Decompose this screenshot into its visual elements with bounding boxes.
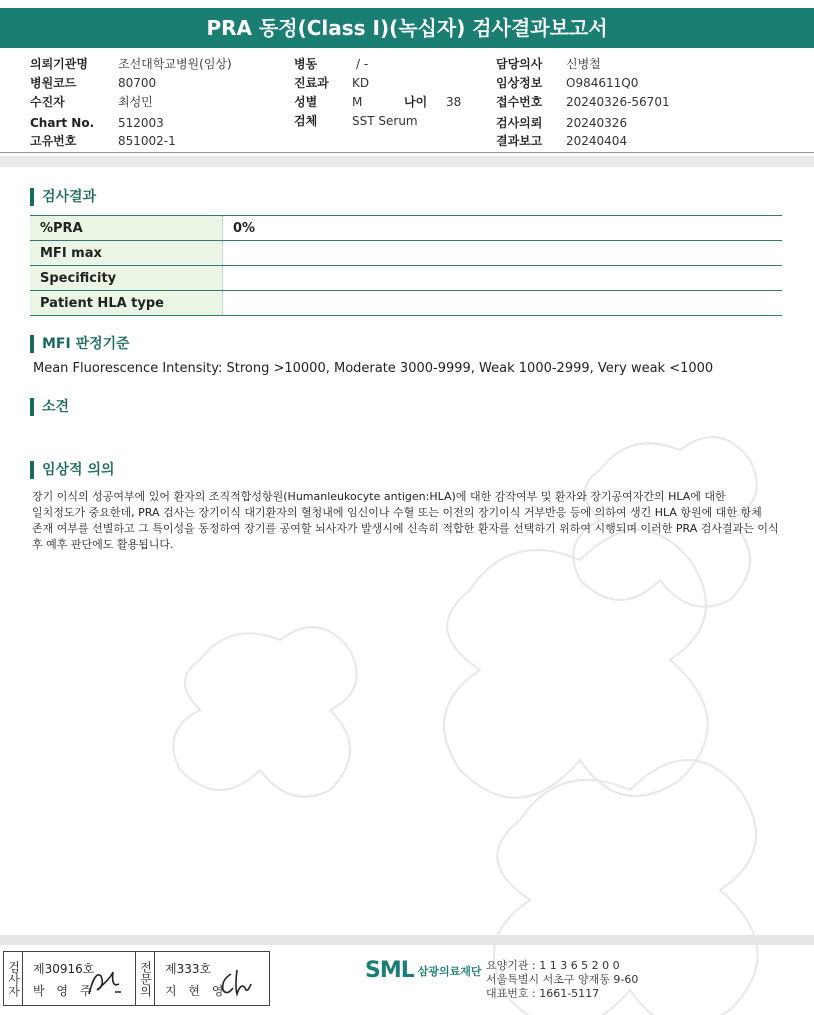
table-row (30, 291, 782, 316)
recipient-label: 수진자 (30, 95, 65, 109)
sex-value: M (352, 95, 363, 109)
department-label: 진료과 (294, 76, 329, 90)
clinical-significance-text: 장기 이식의 성공여부에 있어 환자의 조직적합성항원(Humanleukocyte antigen:HLA)에 대한 감작여부 및 환자와 장기공여자간의 HLA에 대한 일치정도가 중요한데, PRA 검사는 장기이식 대기환자의 혈청내에 임신이나 수혈 또는 이전의 장기이식 거부반응 등에 의하여 생긴 HLA 항원에 대한 항체 존재 여부를 선별하고 그 특이성을 동정하여 장기를 공여할 뇌사자가 발생시에 신속히 적합한 환자를 선택하기 위하여 시행되며 이러한 PRA 검사결과는 이식 후 예후 판단에도 활용됩니다. (32, 490, 779, 551)
age-value: 38 (446, 95, 462, 109)
institution-value: 조선대학교병원(임상) (118, 57, 232, 71)
doctor-label: 담당의사 (496, 57, 543, 71)
clinical-info-label: 임상정보 (496, 76, 543, 90)
report-date-label: 결과보고 (496, 134, 543, 148)
specimen-label: 검체 (294, 114, 318, 128)
address-line: 서울특별시 서초구 양재동 9-60 (486, 973, 639, 986)
receipt-no-label: 접수번호 (496, 95, 543, 109)
result-value (223, 241, 783, 266)
specialist-name: 지 현 영 (165, 984, 228, 998)
doctor-value: 신병철 (566, 57, 601, 71)
clinical-info-value: O984611Q0 (566, 76, 639, 90)
report-title: PRA 동정(Class I)(녹십자) 검사결과보고서 (0, 8, 814, 48)
tester-name: 박 영 주 (33, 984, 96, 998)
specialist-cell (155, 952, 267, 1005)
result-label: Specificity (30, 266, 223, 291)
patient-info (0, 55, 814, 155)
specialist-license: 제333호 (165, 962, 212, 976)
section-results: 검사결과 (30, 188, 96, 206)
result-value (223, 291, 783, 316)
ward-label: 병동 (294, 57, 318, 71)
company-name: 삼광의료재단 (417, 964, 482, 978)
ward-value: / - (356, 57, 369, 71)
specimen-value: SST Serum (352, 114, 418, 128)
section-findings: 소견 (30, 398, 69, 416)
tester-cell (23, 952, 136, 1005)
logo-mark: SML (365, 958, 414, 983)
request-date-value: 20240326 (566, 116, 628, 130)
receipt-no-value: 20240326-56701 (566, 95, 670, 109)
phone-number: 대표번호 : 1661-5117 (486, 987, 600, 1000)
company-address (486, 959, 638, 1001)
hospital-code-value: 80700 (118, 76, 157, 90)
results-table (30, 215, 782, 316)
table-row (30, 241, 782, 266)
tester-label: 검사자 (4, 952, 23, 1005)
result-label: MFI max (30, 241, 223, 266)
institution-label: 의뢰기관명 (30, 57, 88, 71)
section-mfi-criteria: MFI 판정기준 (30, 335, 130, 353)
mfi-criteria-text: Mean Fluorescence Intensity: Strong >10000, Moderate 3000-9999, Weak 1000-2999, Very weak <1000 (33, 361, 714, 376)
chart-no-label: Chart No. (30, 116, 95, 130)
table-row (30, 266, 782, 291)
unique-no-value: 851002-1 (118, 134, 176, 148)
result-label: %PRA (30, 216, 223, 241)
department-value: KD (352, 76, 370, 90)
request-date-label: 검사의뢰 (496, 116, 543, 130)
unique-no-label: 고유번호 (30, 134, 77, 148)
result-value (223, 266, 783, 291)
hospital-code-label: 병원코드 (30, 76, 77, 90)
section-clinical-significance: 임상적 의의 (30, 461, 115, 479)
tester-signature (85, 966, 125, 1000)
agency-number: 요양기관 : 1 1 3 6 5 2 0 0 (486, 959, 620, 972)
result-label: Patient HLA type (30, 291, 223, 316)
specialist-signature (217, 966, 257, 1000)
report-date-value: 20240404 (566, 134, 628, 148)
company-logo (365, 958, 482, 983)
tester-license: 제30916호 (33, 962, 95, 976)
chart-no-value: 512003 (118, 116, 164, 130)
recipient-value: 최성민 (118, 95, 153, 109)
signature-box (3, 951, 270, 1006)
sex-label: 성별 (294, 95, 318, 109)
footer-band (0, 935, 814, 945)
age-label: 나이 (404, 95, 428, 109)
specialist-label: 전문의 (136, 952, 155, 1005)
divider-band (0, 156, 814, 167)
result-value: 0% (223, 216, 783, 241)
table-row (30, 216, 782, 241)
divider (0, 152, 814, 153)
